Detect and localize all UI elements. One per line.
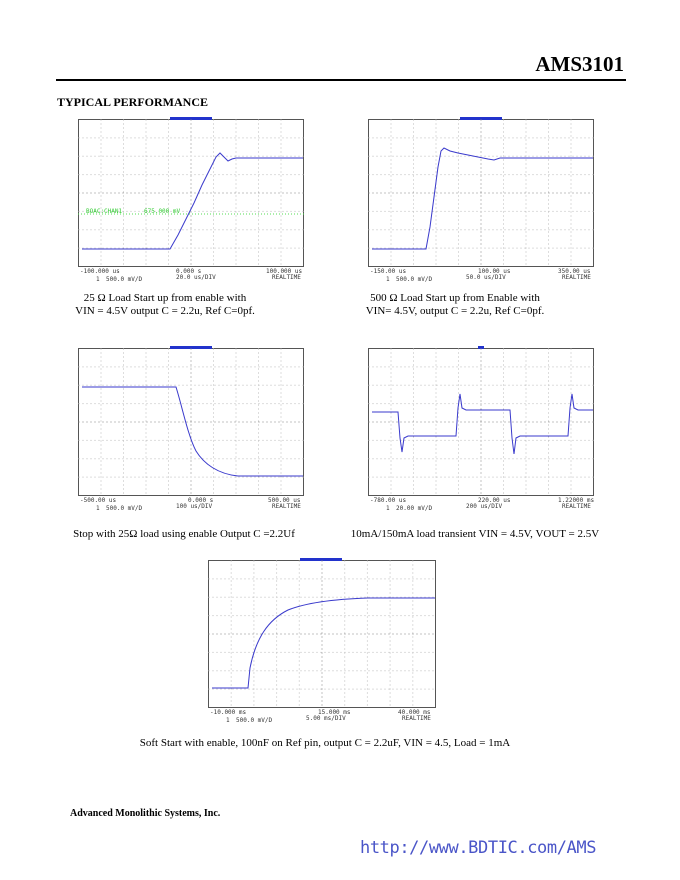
trigger-bar — [300, 558, 342, 561]
mode: REALTIME — [402, 715, 431, 722]
timebase: 100 us/DIV — [176, 503, 213, 510]
volts-div: 500.0 mV/D — [106, 276, 143, 282]
marker-label: BOAC:CHAN1 — [86, 208, 123, 215]
company-footer: Advanced Monolithic Systems, Inc. — [70, 808, 221, 819]
x-right: 1.22000 ms — [558, 497, 594, 504]
timebase: 20.0 us/DIV — [176, 274, 216, 281]
mode: REALTIME — [562, 274, 591, 281]
scope-svg-4 — [368, 346, 594, 511]
scope-screenshot-5 — [208, 558, 436, 723]
channel: 1 — [386, 505, 390, 511]
x-right: 350.00 us — [558, 268, 591, 275]
x-right: 40.000 ms — [398, 709, 431, 716]
scope-svg-1 — [78, 117, 304, 282]
x-left: -500.00 us — [80, 497, 117, 504]
scope-svg-3 — [78, 346, 304, 511]
marker-value: 675.000 mV — [144, 208, 181, 215]
caption-5: Soft Start with enable, 100nF on Ref pin, output C = 2.2uF, VIN = 4.5, Load = 1mA — [139, 737, 511, 749]
scope-screenshot-3 — [78, 346, 304, 511]
part-number: AMS3101 — [535, 52, 624, 76]
x-right: 100.000 us — [266, 268, 303, 275]
volts-div: 500.0 mV/D — [106, 505, 143, 511]
timebase: 200 us/DIV — [466, 503, 503, 510]
x-center: 0.000 s — [176, 268, 202, 275]
watermark-link[interactable]: http://www.BDTIC.com/AMS — [360, 838, 597, 858]
x-left: -100.000 us — [80, 268, 120, 275]
scope-screenshot-2 — [368, 117, 594, 282]
scope-svg-2 — [368, 117, 594, 282]
scope-svg-5 — [208, 558, 436, 723]
x-left: -150.00 us — [370, 268, 407, 275]
channel: 1 — [96, 276, 100, 282]
timebase: 5.00 ms/DIV — [306, 715, 346, 722]
x-center: 100.00 us — [478, 268, 511, 275]
volts-div: 500.0 mV/D — [236, 717, 273, 723]
mode: REALTIME — [272, 503, 301, 510]
x-center: 0.000 s — [188, 497, 214, 504]
timebase: 50.0 us/DIV — [466, 274, 506, 281]
channel: 1 — [96, 505, 100, 511]
header-rule — [56, 79, 626, 81]
channel: 1 — [386, 276, 390, 282]
x-left: -780.00 us — [370, 497, 407, 504]
channel: 1 — [226, 717, 230, 723]
scope-screenshot-1 — [78, 117, 304, 282]
caption-2: 500 Ω Load Start up from Enable with VIN= 4.5V, output C = 2.2u, Ref C=0pf. — [365, 292, 545, 317]
mode: REALTIME — [272, 274, 301, 281]
caption-4: 10mA/150mA load transient VIN = 4.5V, VOUT = 2.5V — [350, 528, 600, 540]
caption-3: Stop with 25Ω load using enable Output C =2.2Uf — [73, 528, 295, 540]
scope-screenshot-4 — [368, 346, 594, 511]
x-left: -10.000 ms — [210, 709, 247, 716]
x-right: 500.00 us — [268, 497, 301, 504]
section-title: TYPICAL PERFORMANCE — [57, 95, 209, 109]
x-center: 220.00 us — [478, 497, 511, 504]
mode: REALTIME — [562, 503, 591, 510]
volts-div: 500.0 mV/D — [396, 276, 433, 282]
volts-div: 20.00 mV/D — [396, 505, 433, 511]
x-center: 15.000 ms — [318, 709, 351, 716]
caption-1: 25 Ω Load Start up from enable with VIN = 4.5V output C = 2.2u, Ref C=0pf. — [75, 292, 255, 317]
